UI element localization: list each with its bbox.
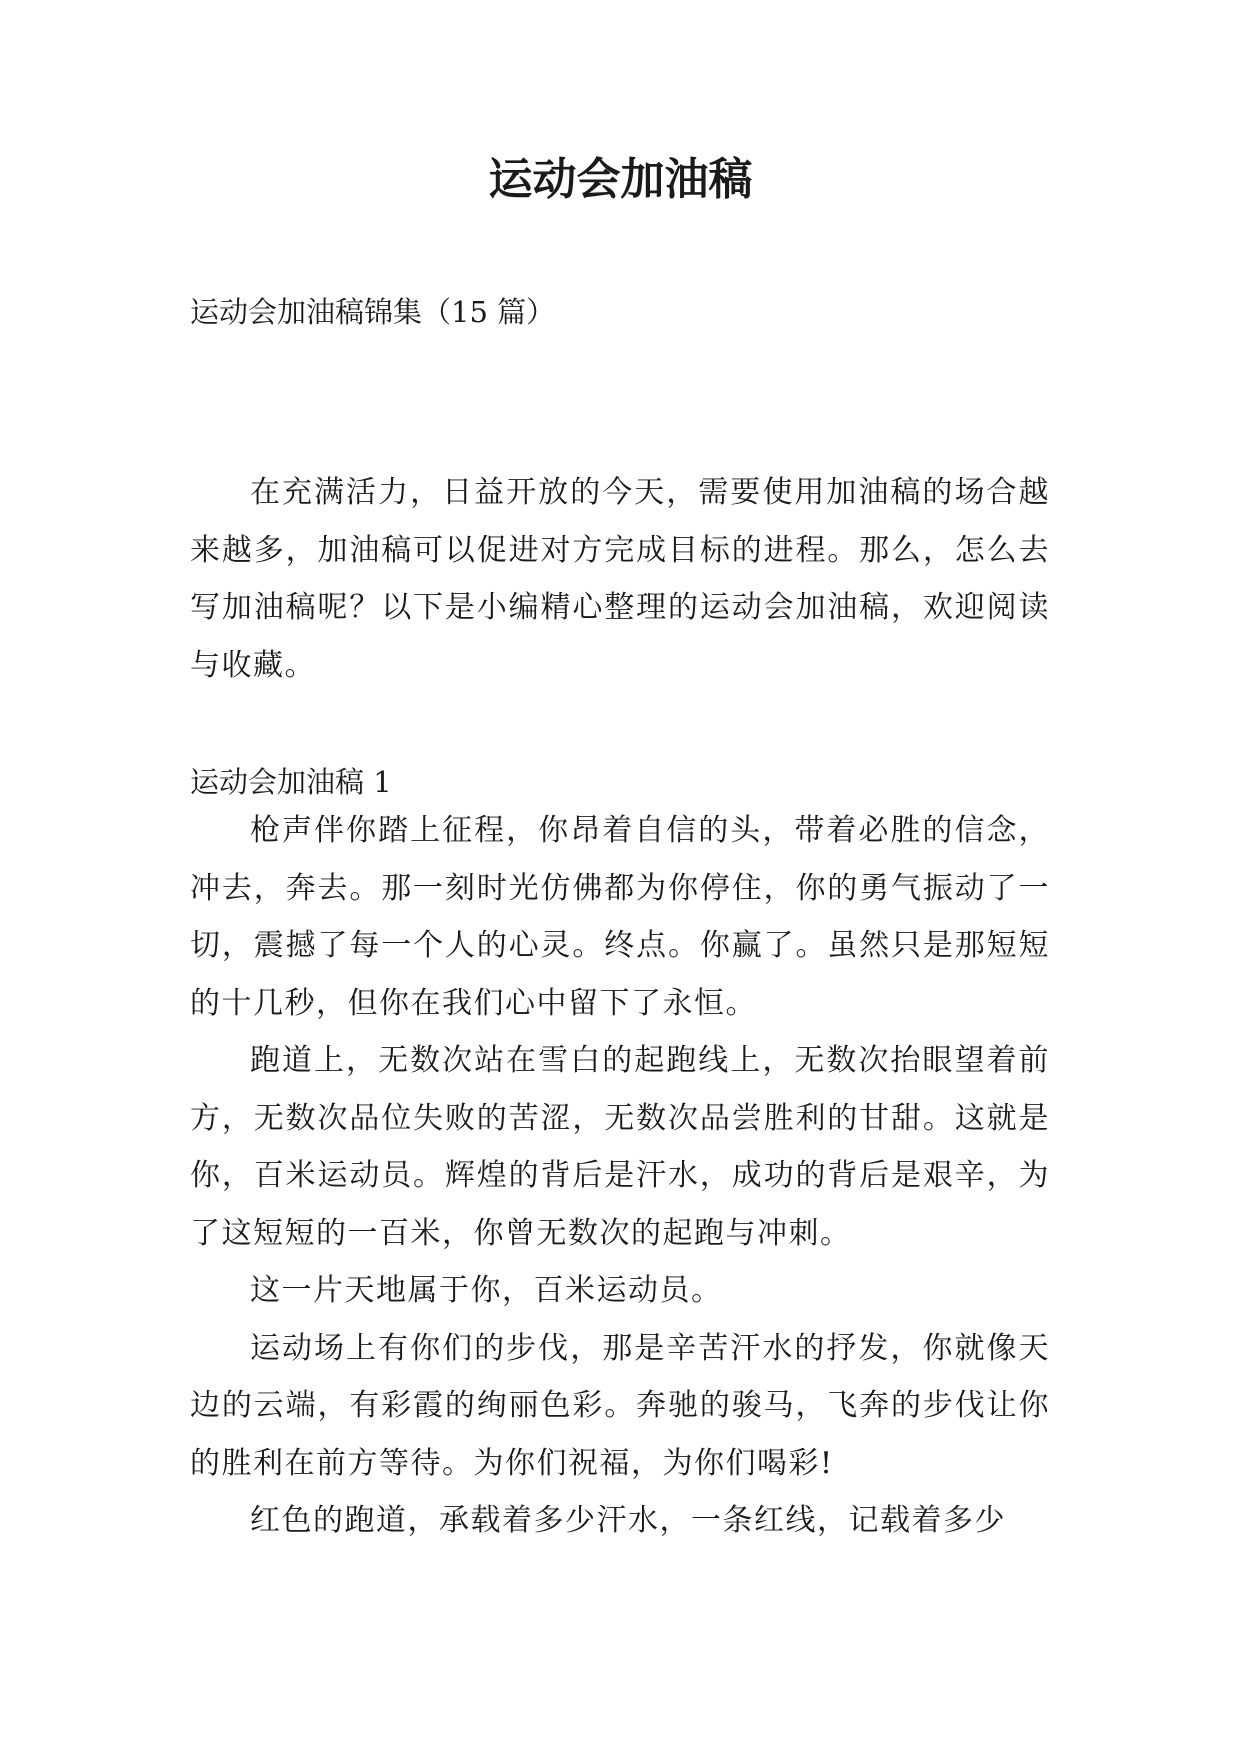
body-paragraph: 运动场上有你们的步伐，那是辛苦汗水的抒发，你就像天边的云端，有彩霞的绚丽色彩。奔驰的骏马，飞奔的步伐让你的胜利在前方等待。为你们祝福，为你们喝彩! [190, 1330, 1050, 1481]
body-paragraph: 红色的跑道，承载着多少汗水，一条红线，记载着多少 [250, 1503, 1006, 1538]
section-heading: 运动会加油稿 1 [190, 765, 392, 799]
document-subtitle: 运动会加油稿锦集（15 篇） [190, 295, 556, 329]
intro-paragraph: 在充满活力，日益开放的今天，需要使用加油稿的场合越来越多，加油稿可以促进对方完成目标的进程。那么，怎么去写加油稿呢？以下是小编精心整理的运动会加油稿，欢迎阅读与收藏。 [190, 475, 1050, 683]
body-paragraph: 跑道上，无数次站在雪白的起跑线上，无数次抬眼望着前方，无数次品位失败的苦涩，无数次品尝胜利的甘甜。这就是你，百米运动员。辉煌的背后是汗水，成功的背后是艰辛，为了这短短的一百米，你曾无数次的起跑与冲刺。 [190, 1043, 1050, 1251]
body-paragraph: 这一片天地属于你，百米运动员。 [250, 1273, 723, 1308]
intro-block [190, 464, 1050, 694]
body-paragraph: 枪声伴你踏上征程，你昂着自信的头，带着必胜的信念，冲去，奔去。那一刻时光仿佛都为你停住，你的勇气振动了一切，震撼了每一个人的心灵。终点。你赢了。虽然只是那短短的十几秒，但你在我们心中留下了永恒。 [190, 813, 1050, 1021]
section-body [190, 802, 1050, 1550]
document-title: 运动会加油稿 [488, 154, 753, 205]
